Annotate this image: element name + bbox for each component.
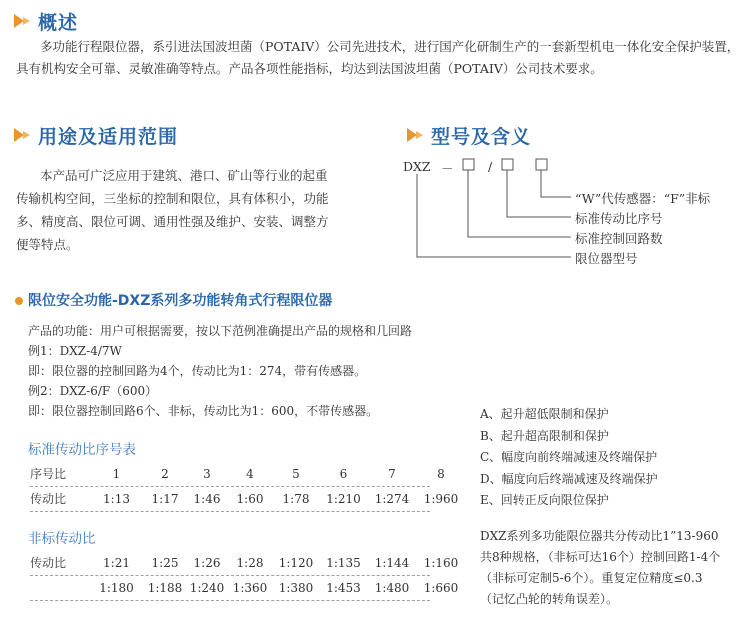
usage-title: 用途及适用范围 bbox=[38, 126, 179, 148]
table-cell: 1:26 bbox=[193, 555, 221, 570]
function-list bbox=[480, 404, 658, 512]
table-cell: 2 bbox=[161, 466, 169, 481]
table-cell: 1:13 bbox=[103, 491, 130, 506]
usage-line: 本产品可广泛应用于建筑、港口、矿山等行业的起重 bbox=[40, 168, 328, 183]
feature-line: 即：限位器控制回路6个、非标，传动比为1：600，不带传感器。 bbox=[28, 404, 379, 418]
table-cell: 1:21 bbox=[103, 555, 130, 570]
table-cell: 8 bbox=[437, 466, 445, 481]
label-sensor: “W”代传感器：“F”非标 bbox=[575, 191, 711, 206]
table-cell: 1:135 bbox=[326, 555, 361, 570]
row-label: 序号比 bbox=[30, 467, 67, 481]
table-row bbox=[30, 461, 466, 486]
divider bbox=[30, 575, 430, 576]
leader-line-sensor bbox=[541, 170, 571, 197]
note-line: 共8种规格，（非标可达16个）控制回路1-4个 bbox=[480, 550, 721, 564]
overview-title: 概述 bbox=[38, 12, 79, 34]
row-label bbox=[30, 575, 90, 600]
model-slash: / bbox=[488, 159, 493, 174]
table-cell: 1 bbox=[112, 466, 121, 481]
table-cell: 1:60 bbox=[236, 491, 264, 506]
usage-line: 便等特点。 bbox=[16, 237, 79, 252]
leader-line-ratio bbox=[507, 170, 571, 217]
table-cell: 1:960 bbox=[423, 491, 459, 506]
arrow-pencil-icon bbox=[12, 12, 32, 30]
feature-title: 限位安全功能-DXZ系列多功能转角式行程限位器 bbox=[28, 293, 333, 309]
table-cell: 1:144 bbox=[374, 555, 410, 570]
table-cell: 3 bbox=[203, 466, 211, 481]
function-item: B、起升超高限制和保护 bbox=[480, 428, 609, 443]
table-cell: 1:78 bbox=[282, 491, 310, 506]
orange-dot-icon bbox=[14, 296, 24, 306]
label-ratio-index: 标准传动比序号 bbox=[575, 211, 663, 226]
std-table-title: 标准传动比序号表 bbox=[28, 442, 136, 458]
note-line: （非标可定制5-6个）。重复定位精度≤0.3 bbox=[480, 571, 703, 585]
overview-line: 具有机构安全可靠、灵敏准确等特点。产品各项性能指标，均达到法国波坦菌（POTAIV）公司技术要求。 bbox=[16, 61, 603, 76]
spec-note bbox=[480, 526, 720, 610]
function-item: E、回转正反向限位保护 bbox=[480, 493, 609, 507]
table-row bbox=[30, 486, 466, 511]
model-box bbox=[502, 159, 513, 170]
label-model: 限位器型号 bbox=[575, 251, 638, 266]
note-line: （记忆凸轮的转角误差）。 bbox=[480, 592, 619, 606]
leader-line-loops bbox=[468, 170, 571, 237]
table-cell: 1:160 bbox=[423, 555, 459, 570]
model-diagram bbox=[395, 150, 750, 270]
model-prefix: DXZ bbox=[403, 159, 431, 174]
table-cell: 1:46 bbox=[193, 491, 221, 506]
model-separator: － bbox=[441, 161, 454, 176]
table-cell: 1:28 bbox=[236, 555, 264, 570]
feature-line: 例2：DXZ-6/F（600） bbox=[28, 384, 158, 398]
model-box bbox=[536, 159, 547, 170]
table-cell: 5 bbox=[292, 466, 300, 481]
model-box bbox=[463, 159, 474, 170]
table-cell: 7 bbox=[388, 466, 396, 481]
table-cell: 1:188 bbox=[147, 580, 183, 595]
feature-line: 即：限位器的控制回路为4个，传动比为1：274，带有传感器。 bbox=[28, 364, 367, 378]
table-row bbox=[30, 575, 466, 600]
table-cell: 1:240 bbox=[189, 580, 225, 595]
table-cell: 1:660 bbox=[423, 580, 459, 595]
usage-text bbox=[16, 164, 329, 256]
arrow-pencil-icon bbox=[12, 126, 32, 144]
function-item: C、幅度向前终端减速及终端保护 bbox=[480, 450, 658, 464]
usage-line: 多、精度高、限位可调、通用性强及维护、安装、调整方 bbox=[16, 214, 329, 229]
divider bbox=[30, 486, 430, 487]
table-row bbox=[30, 550, 466, 575]
table-cell: 1:380 bbox=[278, 580, 314, 595]
table-cell: 1:120 bbox=[278, 555, 314, 570]
overview-text bbox=[16, 36, 739, 80]
overview-line: 多功能行程限位器，系引进法国波坦菌（POTAIV）公司先进技术，进行国产化研制生产的一套新型机电一体化安全保护装置， bbox=[40, 39, 740, 54]
nonstd-table-title: 非标传动比 bbox=[28, 531, 96, 547]
table-cell: 1:210 bbox=[326, 491, 361, 506]
divider bbox=[30, 511, 430, 512]
usage-line: 传输机构空间，三坐标的控制和限位，具有体积小，功能 bbox=[16, 191, 329, 206]
table-cell: 6 bbox=[339, 466, 348, 481]
table-cell: 1:453 bbox=[326, 580, 361, 595]
table-cell: 1:25 bbox=[151, 555, 179, 570]
table-cell: 1:17 bbox=[151, 491, 179, 506]
function-item: A、起升超低限制和保护 bbox=[480, 407, 609, 421]
table-cell: 1:360 bbox=[232, 580, 268, 595]
table-cell: 1:274 bbox=[374, 491, 410, 506]
table-cell: 1:180 bbox=[99, 580, 134, 595]
note-line: DXZ系列多功能限位器共分传动比1”13-960 bbox=[480, 529, 719, 543]
divider bbox=[30, 600, 430, 601]
arrow-pencil-icon bbox=[405, 126, 425, 144]
feature-line: 例1：DXZ-4/7W bbox=[28, 344, 122, 358]
table-cell: 4 bbox=[246, 466, 254, 481]
row-label: 传动比 bbox=[30, 556, 67, 570]
model-title: 型号及含义 bbox=[431, 126, 532, 148]
label-control-loops: 标准控制回路数 bbox=[575, 231, 663, 246]
row-label: 传动比 bbox=[30, 492, 67, 506]
feature-line: 产品的功能：用户可根据需要，按以下范例准确提出产品的规格和几回路 bbox=[28, 324, 413, 338]
function-item: D、幅度向后终端减速及终端保护 bbox=[480, 471, 658, 486]
table-cell: 1:480 bbox=[374, 580, 410, 595]
leader-line-model bbox=[417, 174, 571, 257]
